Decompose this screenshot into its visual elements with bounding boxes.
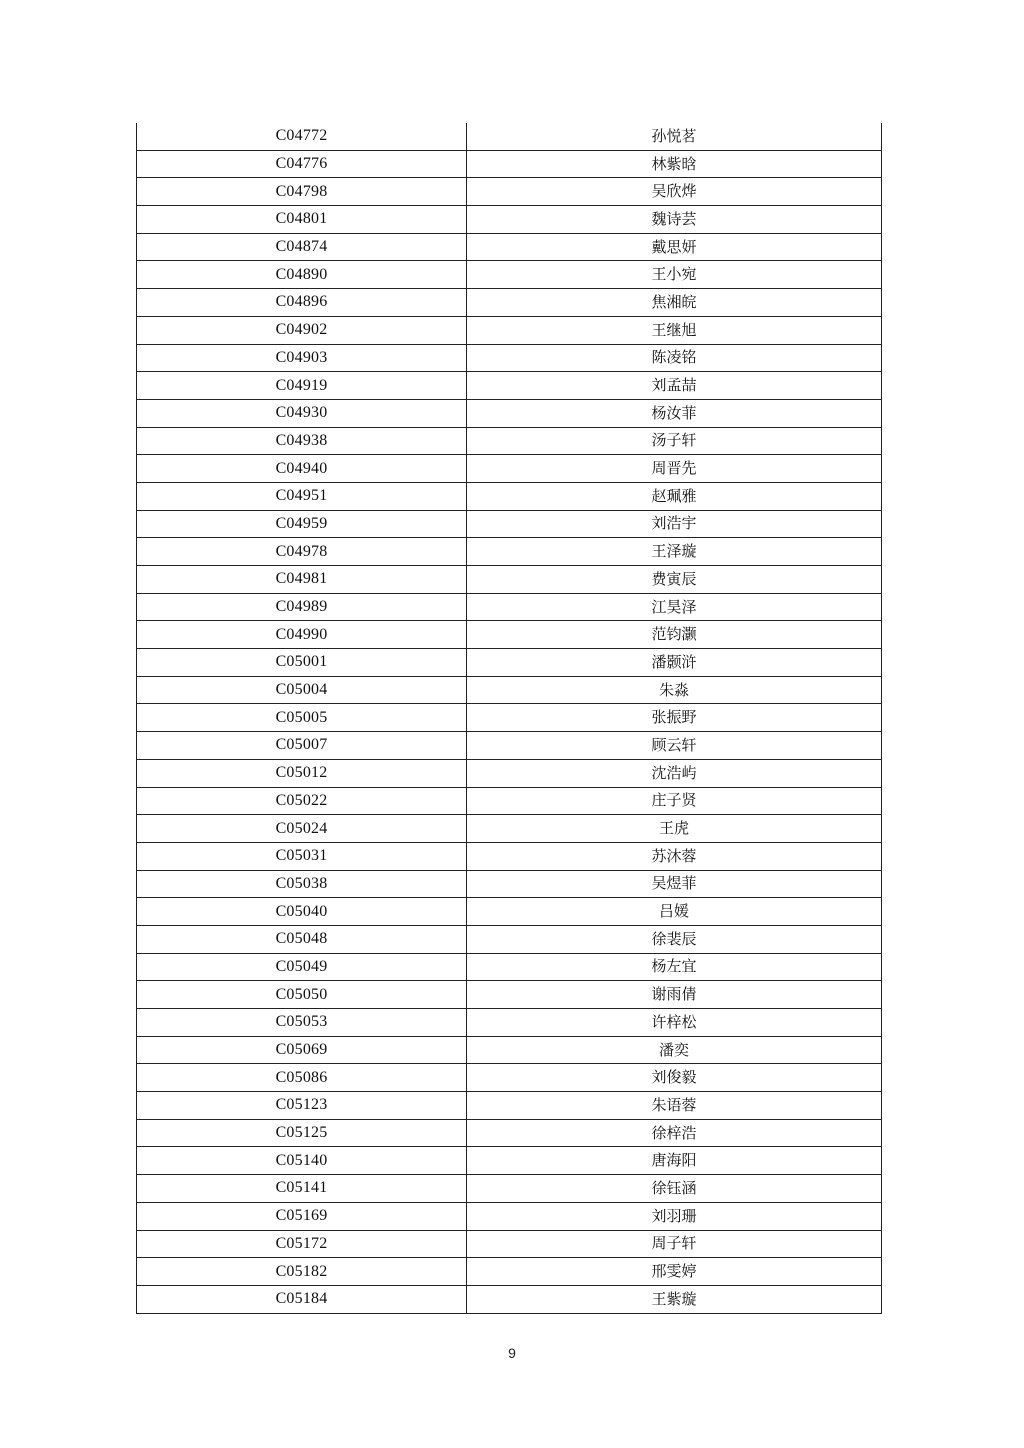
candidate-name-cell: 王虎	[467, 815, 882, 843]
candidate-name-cell: 吕媛	[467, 898, 882, 926]
table-row	[137, 1230, 882, 1258]
candidate-name-cell: 范钧灏	[467, 621, 882, 649]
candidate-id-cell: C05049	[137, 953, 467, 981]
candidate-name-cell: 唐海阳	[467, 1147, 882, 1175]
candidate-id-cell: C05007	[137, 732, 467, 760]
candidate-id-cell: C04990	[137, 621, 467, 649]
candidate-name-cell: 苏沐蓉	[467, 842, 882, 870]
candidate-name-cell: 吴欣烨	[467, 178, 882, 206]
table-row	[137, 1092, 882, 1120]
table-row	[137, 261, 882, 289]
table-row	[137, 981, 882, 1009]
candidate-id-cell: C05086	[137, 1064, 467, 1092]
candidate-id-cell: C05040	[137, 898, 467, 926]
table-row	[137, 482, 882, 510]
candidate-id-cell: C04896	[137, 289, 467, 317]
candidate-id-cell: C04938	[137, 427, 467, 455]
table-body	[137, 123, 882, 1313]
table-row	[137, 1064, 882, 1092]
candidate-name-cell: 刘羽珊	[467, 1202, 882, 1230]
table-row	[137, 1285, 882, 1313]
table-row	[137, 870, 882, 898]
table-row	[137, 206, 882, 234]
candidate-id-cell: C04776	[137, 150, 467, 178]
table-row	[137, 538, 882, 566]
table-row	[137, 1009, 882, 1037]
candidate-id-cell: C04978	[137, 538, 467, 566]
candidate-name-cell: 戴思妍	[467, 233, 882, 261]
candidate-id-cell: C05031	[137, 842, 467, 870]
candidate-name-cell: 吴煜菲	[467, 870, 882, 898]
table-row	[137, 676, 882, 704]
table-row	[137, 1175, 882, 1203]
table-row	[137, 427, 882, 455]
table-row	[137, 233, 882, 261]
candidate-id-cell: C05184	[137, 1285, 467, 1313]
candidate-id-cell: C05022	[137, 787, 467, 815]
table-row	[137, 898, 882, 926]
table-row	[137, 1258, 882, 1286]
candidate-name-cell: 徐梓浩	[467, 1119, 882, 1147]
candidate-id-cell: C04903	[137, 344, 467, 372]
candidate-id-cell: C05140	[137, 1147, 467, 1175]
candidate-id-cell: C05024	[137, 815, 467, 843]
candidate-id-cell: C05053	[137, 1009, 467, 1037]
candidate-name-cell: 许梓松	[467, 1009, 882, 1037]
candidate-id-cell: C05182	[137, 1258, 467, 1286]
candidate-id-cell: C05069	[137, 1036, 467, 1064]
candidate-id-cell: C04959	[137, 510, 467, 538]
candidate-name-cell: 王继旭	[467, 316, 882, 344]
table-row	[137, 399, 882, 427]
table-row	[137, 566, 882, 594]
candidate-name-cell: 朱语蓉	[467, 1092, 882, 1120]
table-row	[137, 787, 882, 815]
name-list-table	[136, 123, 882, 1314]
candidate-name-cell: 刘俊毅	[467, 1064, 882, 1092]
candidate-name-cell: 费寅辰	[467, 566, 882, 594]
candidate-name-cell: 周晋先	[467, 455, 882, 483]
candidate-id-cell: C04890	[137, 261, 467, 289]
candidate-name-cell: 陈凌铭	[467, 344, 882, 372]
candidate-id-cell: C05169	[137, 1202, 467, 1230]
candidate-name-cell: 林紫晗	[467, 150, 882, 178]
table-row	[137, 1147, 882, 1175]
candidate-id-cell: C05123	[137, 1092, 467, 1120]
candidate-name-cell: 谢雨倩	[467, 981, 882, 1009]
candidate-id-cell: C05004	[137, 676, 467, 704]
candidate-name-cell: 王泽璇	[467, 538, 882, 566]
candidate-id-cell: C04940	[137, 455, 467, 483]
candidate-name-cell: 汤子轩	[467, 427, 882, 455]
table-row	[137, 316, 882, 344]
candidate-name-cell: 徐裴辰	[467, 925, 882, 953]
table-row	[137, 455, 882, 483]
candidate-name-cell: 刘孟喆	[467, 372, 882, 400]
candidate-name-cell: 孙悦茗	[467, 123, 882, 150]
candidate-id-cell: C04874	[137, 233, 467, 261]
candidate-name-cell: 王小宛	[467, 261, 882, 289]
candidate-name-cell: 朱淼	[467, 676, 882, 704]
table-row	[137, 925, 882, 953]
candidate-name-cell: 焦湘皖	[467, 289, 882, 317]
candidate-name-cell: 潘奕	[467, 1036, 882, 1064]
candidate-id-cell: C05125	[137, 1119, 467, 1147]
candidate-id-cell: C04951	[137, 482, 467, 510]
table-row	[137, 178, 882, 206]
candidate-name-cell: 杨左宜	[467, 953, 882, 981]
table-row	[137, 1202, 882, 1230]
table-row	[137, 759, 882, 787]
table-row	[137, 150, 882, 178]
candidate-name-cell: 沈浩屿	[467, 759, 882, 787]
candidate-id-cell: C05038	[137, 870, 467, 898]
candidate-name-cell: 刘浩宇	[467, 510, 882, 538]
table-row	[137, 842, 882, 870]
candidate-name-cell: 顾云轩	[467, 732, 882, 760]
candidate-id-cell: C04919	[137, 372, 467, 400]
candidate-name-cell: 王紫璇	[467, 1285, 882, 1313]
candidate-name-cell: 江昊泽	[467, 593, 882, 621]
candidate-id-cell: C04798	[137, 178, 467, 206]
candidate-name-cell: 潘颢浒	[467, 649, 882, 677]
candidate-name-cell: 庄子贤	[467, 787, 882, 815]
table-row	[137, 123, 882, 150]
table-row	[137, 649, 882, 677]
candidate-name-cell: 张振野	[467, 704, 882, 732]
candidate-name-cell: 邢雯婷	[467, 1258, 882, 1286]
table-row	[137, 732, 882, 760]
candidate-id-cell: C04772	[137, 123, 467, 150]
candidate-id-cell: C05012	[137, 759, 467, 787]
table-row	[137, 621, 882, 649]
table-row	[137, 593, 882, 621]
candidate-name-cell: 徐钰涵	[467, 1175, 882, 1203]
candidate-id-cell: C05172	[137, 1230, 467, 1258]
table-row	[137, 344, 882, 372]
candidate-name-cell: 赵珮雅	[467, 482, 882, 510]
candidate-name-cell: 魏诗芸	[467, 206, 882, 234]
candidate-id-cell: C04981	[137, 566, 467, 594]
table-row	[137, 372, 882, 400]
page-number: 9	[508, 1345, 516, 1361]
candidate-id-cell: C04902	[137, 316, 467, 344]
candidate-id-cell: C05048	[137, 925, 467, 953]
candidate-name-cell: 杨汝菲	[467, 399, 882, 427]
table-row	[137, 1036, 882, 1064]
table-row	[137, 510, 882, 538]
table-row	[137, 289, 882, 317]
candidate-id-cell: C05005	[137, 704, 467, 732]
candidate-id-cell: C04930	[137, 399, 467, 427]
candidate-id-cell: C04989	[137, 593, 467, 621]
candidate-id-cell: C05001	[137, 649, 467, 677]
table-row	[137, 953, 882, 981]
candidate-id-cell: C05050	[137, 981, 467, 1009]
candidate-id-cell: C04801	[137, 206, 467, 234]
table-row	[137, 704, 882, 732]
candidate-name-cell: 周子轩	[467, 1230, 882, 1258]
table-row	[137, 815, 882, 843]
candidate-id-cell: C05141	[137, 1175, 467, 1203]
table-row	[137, 1119, 882, 1147]
